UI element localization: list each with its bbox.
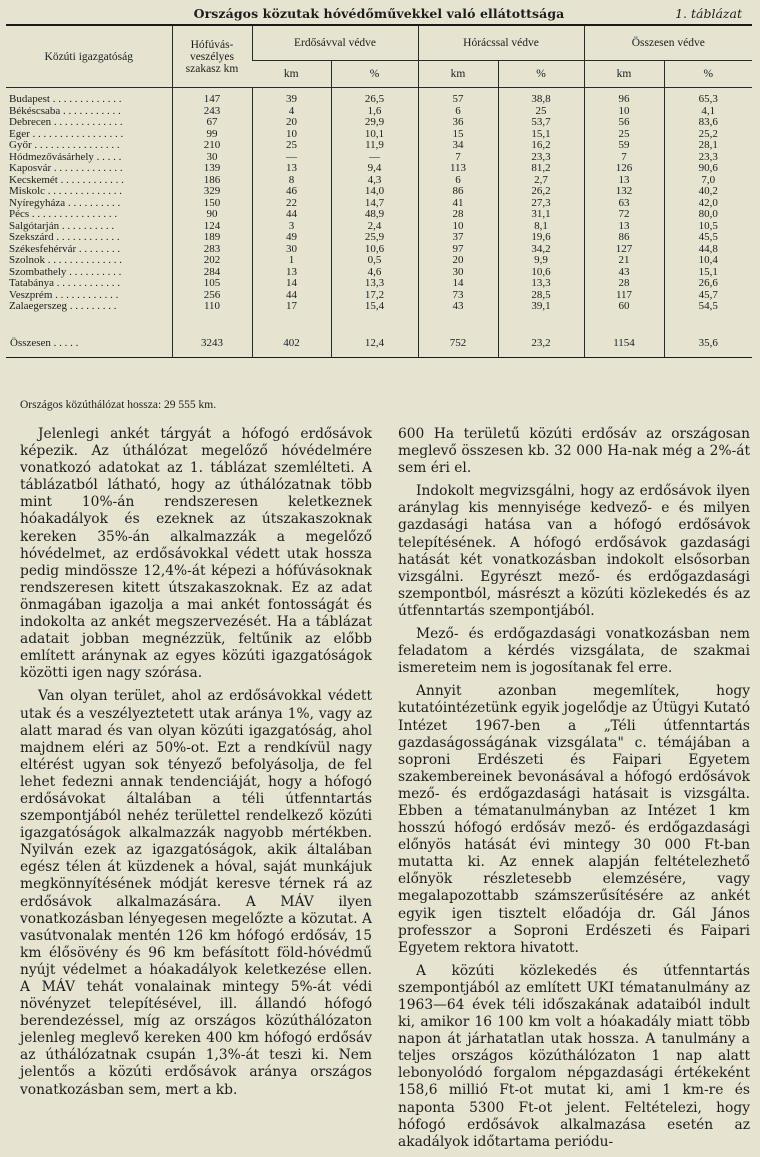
cell-t-km: 28 xyxy=(584,278,664,290)
table-title-bar xyxy=(6,4,752,24)
road-protection-table xyxy=(6,24,752,358)
cell-t-km: 63 xyxy=(584,198,664,210)
cell-f-km: 17 xyxy=(252,301,331,313)
row-name: Hódmezővásárhely . . . . . xyxy=(9,151,122,163)
table-row xyxy=(6,106,752,118)
cell-seg: 284 xyxy=(172,267,252,279)
cell-seg: 189 xyxy=(172,232,252,244)
table-footnote: Országos közúthálózat hossza: 29 555 km. xyxy=(20,399,217,411)
col-header-directorate: Közúti igazgatóság xyxy=(6,25,172,88)
total-row xyxy=(6,321,752,358)
cell-t-pct: 25,2 xyxy=(664,129,752,141)
cell-t-km: 86 xyxy=(584,232,664,244)
cell-t-pct: 83,6 xyxy=(664,117,752,129)
cell-h-pct: 38,8 xyxy=(498,88,584,106)
cell-f-pct: — xyxy=(331,152,418,164)
cell-h-km: 97 xyxy=(418,244,498,256)
cell-f-pct: 9,4 xyxy=(331,163,418,175)
cell-h-pct: 28,5 xyxy=(498,290,584,302)
cell-f-km: 49 xyxy=(252,232,331,244)
cell-f-pct: 10,6 xyxy=(331,244,418,256)
cell-h-pct: 23,3 xyxy=(498,152,584,164)
total-f-pct: 12,4 xyxy=(331,321,418,358)
cell-t-km: 126 xyxy=(584,163,664,175)
cell-h-km: 36 xyxy=(418,117,498,129)
cell-seg: 105 xyxy=(172,278,252,290)
paragraph: 600 Ha területű közúti erdősáv az országosan meglevő összesen kb. 32 000 Ha-nak még a 2%-át sem éri el. xyxy=(398,426,750,477)
cell-h-pct: 10,6 xyxy=(498,267,584,279)
cell-t-km: 132 xyxy=(584,186,664,198)
cell-t-pct: 4,1 xyxy=(664,106,752,118)
spacer-row xyxy=(6,313,752,321)
row-name: Székesfehérvár . . . . . . . . xyxy=(9,243,121,255)
row-name: Szolnok . . . . . . . . . . . . . . xyxy=(9,255,123,266)
cell-f-pct: 13,3 xyxy=(331,278,418,290)
total-h-pct: 23,2 xyxy=(498,321,584,358)
cell-t-km: 59 xyxy=(584,140,664,152)
cell-f-pct: 14,7 xyxy=(331,198,418,210)
row-name: Kaposvár . . . . . . . . . . . . . xyxy=(9,163,123,174)
cell-f-km: 44 xyxy=(252,209,331,221)
cell-t-pct: 10,4 xyxy=(664,255,752,267)
cell-h-pct: 19,6 xyxy=(498,232,584,244)
cell-f-pct: 14,0 xyxy=(331,186,418,198)
cell-t-km: 56 xyxy=(584,117,664,129)
cell-h-km: 6 xyxy=(418,106,498,118)
cell-t-pct: 54,5 xyxy=(664,301,752,313)
cell-t-pct: 10,5 xyxy=(664,221,752,233)
table-row xyxy=(6,232,752,244)
cell-t-pct: 45,5 xyxy=(664,232,752,244)
col-header-total-km: km xyxy=(584,61,664,88)
cell-t-pct: 40,2 xyxy=(664,186,752,198)
cell-seg: 283 xyxy=(172,244,252,256)
cell-f-pct: 15,4 xyxy=(331,301,418,313)
cell-h-pct: 27,3 xyxy=(498,198,584,210)
cell-seg: 99 xyxy=(172,129,252,141)
cell-seg: 110 xyxy=(172,301,252,313)
row-name: Kecskemét . . . . . . . . . . . . xyxy=(9,174,124,186)
table-row xyxy=(6,140,752,152)
total-t-km: 1154 xyxy=(584,321,664,358)
cell-h-pct: 8,1 xyxy=(498,221,584,233)
row-name: Miskolc . . . . . . . . . . . . . . xyxy=(9,186,123,197)
col-header-snow-segment: Hófúvás-veszélyes szakasz km xyxy=(172,25,252,88)
table-row xyxy=(6,88,752,106)
cell-f-km: 14 xyxy=(252,278,331,290)
row-name: Debrecen . . . . . . . . . . . . . xyxy=(9,117,123,128)
cell-t-km: 96 xyxy=(584,88,664,106)
cell-f-km: 10 xyxy=(252,129,331,141)
paragraph: Jelenlegi ankét tárgyát a hófogó erdősávok képezik. Az úthálózat megelőző hóvédelmére vonatkozó adatokat az 1. táblázat szemlélteti. A táblázatból látható, hogy az úthálózatnak több mint 10%-án rendszeresen keletkeznek hóakadályok és ezeknek az útszakaszoknak kereken 35%-án alkalmazzák a megelőző hóvédelmet, az erdősávokkal védett utak hossza pedig mindössze 12,4%-át képezi a hófúvásoknak rendszeresen kitett útszakaszoknak. Ez az adat önmagában igazolja a mai ankét fontosságát és indokolta az ankét megszervezését. Ha a táblázat adatait jobban megnézzük, feltűnik az előbb említett aránynak az egyes közúti igazgatóságok közötti igen nagy szórása. xyxy=(20,426,372,682)
cell-f-pct: 0,5 xyxy=(331,255,418,267)
cell-t-pct: 65,3 xyxy=(664,88,752,106)
cell-seg: 67 xyxy=(172,117,252,129)
table-row xyxy=(6,301,752,313)
cell-h-km: 113 xyxy=(418,163,498,175)
cell-seg: 243 xyxy=(172,106,252,118)
table-row xyxy=(6,175,752,187)
total-h-km: 752 xyxy=(418,321,498,358)
cell-h-km: 10 xyxy=(418,221,498,233)
cell-seg: 124 xyxy=(172,221,252,233)
cell-t-km: 72 xyxy=(584,209,664,221)
row-name: Salgótarján . . . . . . . . . . xyxy=(9,220,115,232)
cell-h-km: 34 xyxy=(418,140,498,152)
col-header-fence-km: km xyxy=(418,61,498,88)
cell-seg: 90 xyxy=(172,209,252,221)
paragraph: Annyit azonban megemlítek, hogy kutatóintézetünk egyik jogelődje az Útügyi Kutató Intézet 1967-ben a „Téli útfenntartás gazdaságosságának vizsgálata" c. témájában a soproni Erdészeti és Faipari Egyetem szakembereinek bevonásával a hófogó erdősávok mező- és erdőgazdasági hatásait is vizsgálta. Ebben a tématanulmányban az Intézet 1 km hosszú hófogó erdősáv mező- és erdőgazdasági előnyös hatását évi mintegy 30 000 Ft-ban mutatta ki. Az ennek alapján feltételezhető előnyök részletesebb elemzésére, vagy megalapozottabb számszerűsítésére az ankét egyik igen tisztelt előadója dr. Gál János professzor a Soproni Erdészeti és Faipari Egyetem rektora hivatott. xyxy=(398,683,750,956)
cell-f-pct: 29,9 xyxy=(331,117,418,129)
cell-t-km: 13 xyxy=(584,175,664,187)
cell-h-pct: 25 xyxy=(498,106,584,118)
cell-h-km: 20 xyxy=(418,255,498,267)
cell-seg: 329 xyxy=(172,186,252,198)
cell-h-km: 43 xyxy=(418,301,498,313)
row-name: Szekszárd . . . . . . . . . . . . xyxy=(9,232,120,243)
table-row xyxy=(6,290,752,302)
cell-f-pct: 10,1 xyxy=(331,129,418,141)
row-name: Pécs . . . . . . . . . . . . . . . . xyxy=(9,209,118,220)
cell-f-pct: 11,9 xyxy=(331,140,418,152)
cell-h-km: 14 xyxy=(418,278,498,290)
cell-f-pct: 4,3 xyxy=(331,175,418,187)
total-t-pct: 35,6 xyxy=(664,321,752,358)
table-row xyxy=(6,163,752,175)
row-name: Veszprém . . . . . . . . . . . . xyxy=(9,289,119,301)
cell-t-pct: 28,1 xyxy=(664,140,752,152)
cell-f-km: 44 xyxy=(252,290,331,302)
table-row xyxy=(6,278,752,290)
text-column-left xyxy=(20,426,372,1105)
cell-t-km: 7 xyxy=(584,152,664,164)
cell-h-km: 6 xyxy=(418,175,498,187)
cell-f-km: 4 xyxy=(252,106,331,118)
text-column-right xyxy=(398,426,750,1157)
cell-f-pct: 25,9 xyxy=(331,232,418,244)
cell-h-km: 57 xyxy=(418,88,498,106)
row-name: Szombathely . . . . . . . . . . xyxy=(9,266,122,278)
cell-seg: 202 xyxy=(172,255,252,267)
row-name: Budapest . . . . . . . . . . . . . xyxy=(9,93,122,105)
cell-h-km: 86 xyxy=(418,186,498,198)
cell-h-km: 28 xyxy=(418,209,498,221)
table-row xyxy=(6,209,752,221)
table-row xyxy=(6,255,752,267)
col-header-total: Összesen védve xyxy=(584,25,752,61)
table-row xyxy=(6,129,752,141)
cell-t-pct: 44,8 xyxy=(664,244,752,256)
table-row xyxy=(6,198,752,210)
cell-t-km: 21 xyxy=(584,255,664,267)
cell-f-km: — xyxy=(252,152,331,164)
row-name: Nyíregyháza . . . . . . . . . . xyxy=(9,197,121,209)
table-row xyxy=(6,152,752,164)
cell-h-pct: 39,1 xyxy=(498,301,584,313)
cell-f-km: 30 xyxy=(252,244,331,256)
cell-f-pct: 2,4 xyxy=(331,221,418,233)
cell-h-pct: 81,2 xyxy=(498,163,584,175)
cell-seg: 186 xyxy=(172,175,252,187)
cell-h-km: 37 xyxy=(418,232,498,244)
cell-h-km: 41 xyxy=(418,198,498,210)
cell-f-km: 39 xyxy=(252,88,331,106)
cell-h-pct: 9,9 xyxy=(498,255,584,267)
cell-f-km: 13 xyxy=(252,163,331,175)
cell-f-km: 22 xyxy=(252,198,331,210)
cell-f-km: 3 xyxy=(252,221,331,233)
cell-h-pct: 31,1 xyxy=(498,209,584,221)
cell-f-pct: 17,2 xyxy=(331,290,418,302)
cell-h-pct: 53,7 xyxy=(498,117,584,129)
row-name: Győr . . . . . . . . . . . . . . . . xyxy=(9,140,120,151)
cell-f-km: 13 xyxy=(252,267,331,279)
col-header-fence-pct: % xyxy=(498,61,584,88)
table-body xyxy=(6,88,752,358)
cell-f-pct: 1,6 xyxy=(331,106,418,118)
table-row xyxy=(6,117,752,129)
col-header-forest-pct: % xyxy=(331,61,418,88)
cell-h-km: 73 xyxy=(418,290,498,302)
col-header-forest: Erdősávval védve xyxy=(252,25,418,61)
paragraph: Van olyan terület, ahol az erdősávokkal védett utak és a veszélyeztetett utak aránya 1%, vagy az alatt marad és van olyan közúti igazgatóság, ahol majdnem eléri az 50%-ot. Ezt a rendkívül nagy eltérést ugyan sok tényező befolyásolja, de fel lehet fedezni annak tendenciáját, hogy a hófogó erdősávokat általában a téli útfenntartás szempontjából nehéz területtel rendelkező közúti igazgatóságok alkalmazzák nagyobb mértékben. Nyilván ezek az igazgatóságok, akik általában egész télen át küzdenek a hóval, saját munkájuk megkönnyítésének módját keresve térnek rá az erdősávok alkalmazására. A MÁV ilyen vonatkozásban lényegesen megelőzte a közutat. A vasútvonalak mentén 126 km hófogó erdősáv, 15 km élősövény és 96 km befásított föld-hóvédmű nyújt védelmet a hóakadályok keletkezése ellen. A MÁV tehát vonalainak mintegy 5%-át védi növényzet telepítésével, ill. állandó hófogó berendezéssel, míg az országos közúthálózaton jelenleg meglevő kereken 400 km hófogó erdősáv az úthálózatnak csupán 1,3%-át teszi ki. Nem jelentős a közúti erdősávok aránya országos vonatkozásban sem, mert a kb. xyxy=(20,688,372,1098)
cell-t-pct: 45,7 xyxy=(664,290,752,302)
total-seg: 3243 xyxy=(172,321,252,358)
row-name: Zalaegerszeg . . . . . . . . . xyxy=(9,301,117,312)
table-row xyxy=(6,244,752,256)
cell-h-pct: 2,7 xyxy=(498,175,584,187)
cell-f-km: 20 xyxy=(252,117,331,129)
col-header-fence: Hórácssal védve xyxy=(418,25,584,61)
total-row-label: Összesen . . . . . xyxy=(6,321,172,358)
cell-h-km: 30 xyxy=(418,267,498,279)
table-title: Országos közutak hóvédőművekkel való ellátottsága xyxy=(193,6,565,21)
cell-f-pct: 4,6 xyxy=(331,267,418,279)
paragraph: A közúti közlekedés és útfenntartás szempontjából az említett UKI tématanulmány az 1963—64 évek téli időszakának adataiból indult ki, amikor 16 100 km volt a hóakadály miatt több napon át járhatatlan utak hossza. A tanulmány a teljes országos közúthálózaton 1 nap alatt lebonyolódó forgalom népgazdasági értékeként 158,6 millió Ft-ot mutat ki, ami 1 km-re és naponta 5300 Ft-ot jelent. Feltételezi, hogy hófogó erdősávok alkalmazása esetén az akadályok időtartama periódu- xyxy=(398,962,750,1150)
cell-seg: 150 xyxy=(172,198,252,210)
col-header-total-pct: % xyxy=(664,61,752,88)
cell-t-km: 127 xyxy=(584,244,664,256)
cell-h-km: 7 xyxy=(418,152,498,164)
cell-h-pct: 13,3 xyxy=(498,278,584,290)
cell-t-pct: 7,0 xyxy=(664,175,752,187)
col-header-forest-km: km xyxy=(252,61,331,88)
cell-t-km: 10 xyxy=(584,106,664,118)
table-number: 1. táblázat xyxy=(675,6,742,21)
cell-f-km: 46 xyxy=(252,186,331,198)
total-f-km: 402 xyxy=(252,321,331,358)
cell-h-km: 15 xyxy=(418,129,498,141)
cell-f-km: 8 xyxy=(252,175,331,187)
cell-f-km: 25 xyxy=(252,140,331,152)
cell-h-pct: 26,2 xyxy=(498,186,584,198)
cell-f-km: 1 xyxy=(252,255,331,267)
row-name: Békéscsaba . . . . . . . . . . . xyxy=(9,105,121,117)
cell-f-pct: 26,5 xyxy=(331,88,418,106)
table-row xyxy=(6,267,752,279)
cell-t-pct: 15,1 xyxy=(664,267,752,279)
cell-f-pct: 48,9 xyxy=(331,209,418,221)
cell-t-km: 43 xyxy=(584,267,664,279)
cell-seg: 147 xyxy=(172,88,252,106)
cell-t-km: 13 xyxy=(584,221,664,233)
cell-h-pct: 15,1 xyxy=(498,129,584,141)
cell-h-pct: 16,2 xyxy=(498,140,584,152)
cell-t-pct: 26,6 xyxy=(664,278,752,290)
cell-t-pct: 80,0 xyxy=(664,209,752,221)
row-name: Tatabánya . . . . . . . . . . . . xyxy=(9,278,121,289)
paragraph: Indokolt megvizsgálni, hogy az erdősávok ilyen aránylag kis mennyisége kedvező- e és milyen gazdasági hatása van a hófogó erdősávok telepítésének. A hófogó erdősávok gazdasági hatását két vonatkozásban indokolt elsősorban vizsgálni. Egyrészt mező- és erdőgazdasági szempontból, másrészt a közúti közlekedés és az útfenntartás szempontjából. xyxy=(398,483,750,619)
cell-seg: 210 xyxy=(172,140,252,152)
cell-t-pct: 90,6 xyxy=(664,163,752,175)
cell-t-km: 60 xyxy=(584,301,664,313)
cell-t-km: 25 xyxy=(584,129,664,141)
cell-t-pct: 23,3 xyxy=(664,152,752,164)
cell-t-pct: 42,0 xyxy=(664,198,752,210)
paragraph: Mező- és erdőgazdasági vonatkozásban nem feladatom a kérdés vizsgálata, de szakmai ismereteim nem is jogosítanak fel erre. xyxy=(398,626,750,677)
cell-t-km: 117 xyxy=(584,290,664,302)
table-row xyxy=(6,186,752,198)
cell-seg: 256 xyxy=(172,290,252,302)
cell-seg: 30 xyxy=(172,152,252,164)
row-name: Eger . . . . . . . . . . . . . . . . . xyxy=(9,128,124,140)
table-row xyxy=(6,221,752,233)
cell-seg: 139 xyxy=(172,163,252,175)
cell-h-pct: 34,2 xyxy=(498,244,584,256)
